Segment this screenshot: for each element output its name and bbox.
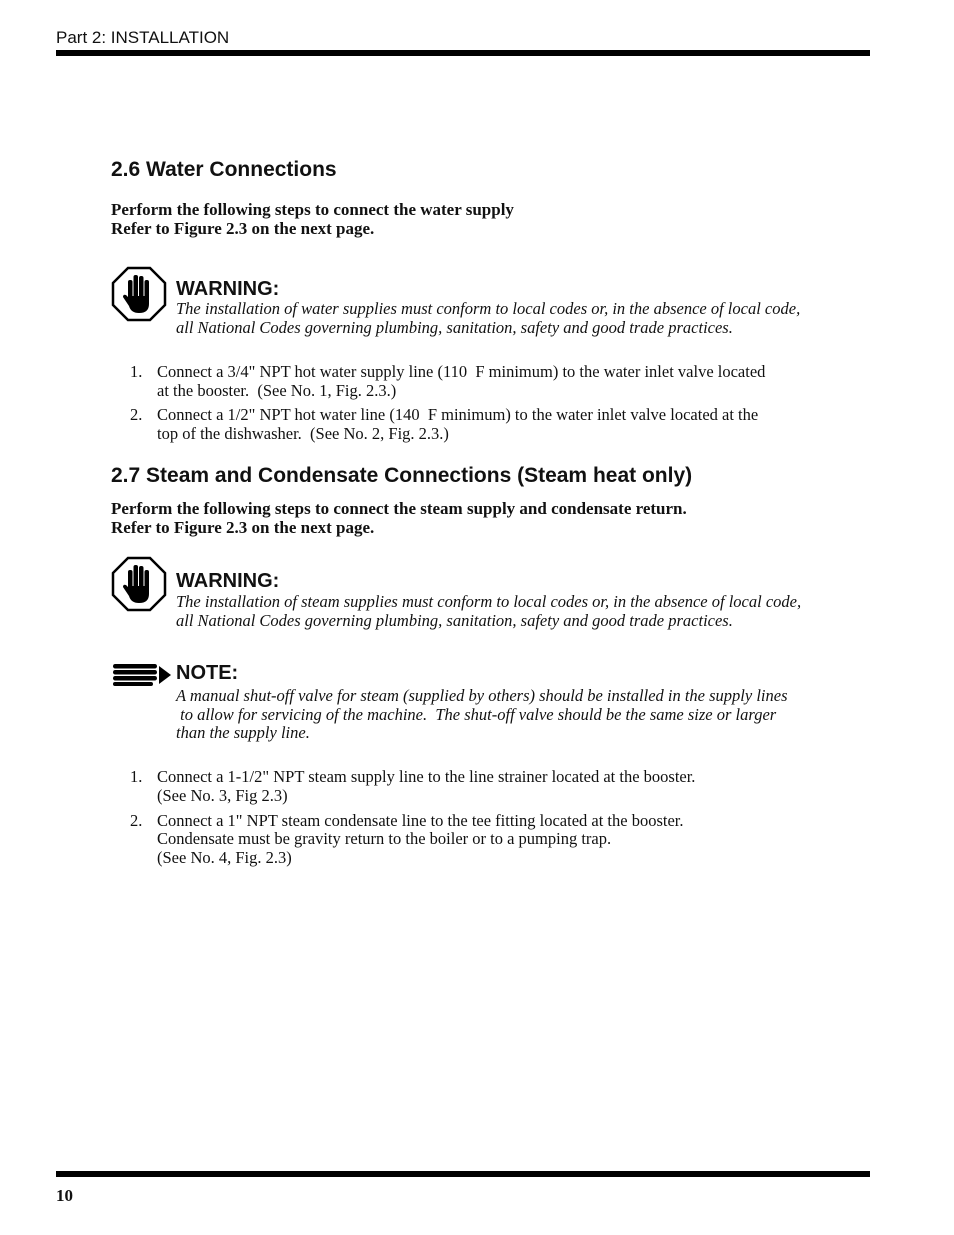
step-number: 1.: [130, 362, 143, 381]
warning-title: WARNING:: [176, 278, 280, 300]
warning-text-line: all National Codes governing plumbing, sanitation, safety and good trade practices.: [176, 318, 733, 337]
stop-hand-icon: [111, 556, 167, 612]
step-text-line: Connect a 3/4" NPT hot water supply line (110 F minimum) to the water inlet valve located: [157, 362, 766, 381]
warning-title: WARNING:: [176, 570, 280, 592]
note-text-line: than the supply line.: [176, 723, 310, 742]
step-text-line: Condensate must be gravity return to the boiler or to a pumping trap.: [157, 829, 612, 848]
page-number: 10: [56, 1186, 73, 1205]
warning-text-line: all National Codes governing plumbing, sanitation, safety and good trade practices.: [176, 611, 733, 630]
note-text-line: A manual shut-off valve for steam (supplied by others) should be installed in the supply lines: [176, 686, 788, 705]
section-heading-water-connections: 2.6 Water Connections: [111, 158, 337, 181]
section-intro-line: Refer to Figure 2.3 on the next page.: [111, 518, 375, 537]
section-intro-line: Perform the following steps to connect the steam supply and condensate return.: [111, 499, 687, 518]
section-intro-line: Perform the following steps to connect the water supply: [111, 200, 514, 219]
step-number: 2.: [130, 811, 143, 830]
step-text-line: Connect a 1" NPT steam condensate line to the tee fitting located at the booster.: [157, 811, 684, 830]
running-header: Part 2: INSTALLATION: [56, 28, 230, 47]
section-intro-line: Refer to Figure 2.3 on the next page.: [111, 219, 375, 238]
step-text-line: Connect a 1-1/2" NPT steam supply line to the line strainer located at the booster.: [157, 767, 696, 786]
warning-text-line: The installation of steam supplies must conform to local codes or, in the absence of local code,: [176, 592, 802, 611]
step-text-line: top of the dishwasher. (See No. 2, Fig. 2.3.): [157, 424, 449, 443]
step-number: 2.: [130, 405, 143, 424]
stop-hand-icon: [111, 266, 167, 322]
step-text-line: at the booster. (See No. 1, Fig. 2.3.): [157, 381, 397, 400]
section-heading-steam-connections: 2.7 Steam and Condensate Connections (Steam heat only): [111, 464, 693, 487]
header-rule: [56, 50, 870, 56]
step-text-line: (See No. 4, Fig. 2.3): [157, 848, 292, 867]
note-title: NOTE:: [176, 662, 239, 684]
step-text-line: (See No. 3, Fig 2.3): [157, 786, 288, 805]
footer-rule: [56, 1171, 870, 1177]
step-number: 1.: [130, 767, 143, 786]
note-text-line: to allow for servicing of the machine. The shut-off valve should be the same size or larger: [176, 705, 777, 724]
warning-text-line: The installation of water supplies must conform to local codes or, in the absence of local code,: [176, 299, 801, 318]
step-text-line: Connect a 1/2" NPT hot water line (140 F minimum) to the water inlet valve located at the: [157, 405, 759, 424]
note-arrow-icon: [111, 663, 173, 687]
